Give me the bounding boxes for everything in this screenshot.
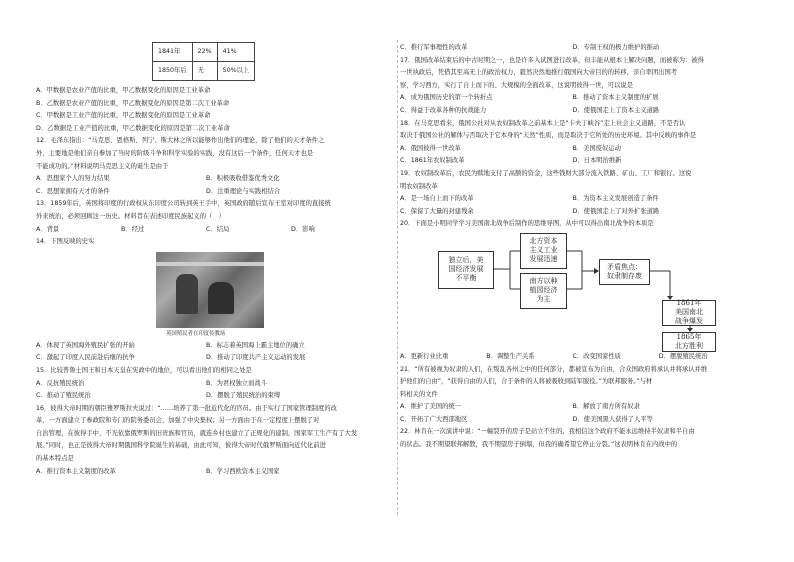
option: D．注重理论与实践相结合 <box>206 187 281 195</box>
diagram-node-south: 南方以种 植园经济 为主 <box>520 273 567 309</box>
diagram-node-victory: 1865年 北方胜利 <box>662 332 716 352</box>
option: A．是一场自上而下的改革 <box>400 195 474 203</box>
option-row <box>400 92 745 105</box>
right-column <box>400 42 745 452</box>
option: D．使俄国走上了资本主义道路 <box>572 106 660 114</box>
question-text: 护他们的自由”，“获得自由的人们，合于条件的人将被吸收到陆军服役。”为联邦服务。”与材 <box>400 378 653 386</box>
option: A．俄国彼得一世改革 <box>400 144 461 152</box>
option: D．日本明治维新 <box>572 157 622 165</box>
option: C．推动了殖民统治 <box>36 392 91 400</box>
option: B．调整生产关系 <box>486 352 535 360</box>
option: A．维护了美国的统一 <box>400 403 461 411</box>
option: A．推行资本主义制度的改革 <box>36 467 116 475</box>
option-row <box>400 206 745 219</box>
diagram-node-north: 北方资本 主义工业 发展迅速 <box>520 233 567 269</box>
option-row <box>400 42 745 55</box>
diagram-node-conflict: 矛盾焦点： 奴隶制存废 <box>599 259 650 285</box>
option-row <box>36 466 376 479</box>
option: C．改变国家性质 <box>572 352 621 360</box>
photo-caption: 英国殖民者在印度传教场 <box>166 330 226 337</box>
table-cell: 1841年 <box>153 43 193 62</box>
option-line: D．乙数据是工业产值的比重，甲乙数据变化的原因是第二次工业革命 <box>36 124 230 132</box>
option-row <box>400 155 745 168</box>
option-row <box>36 173 376 186</box>
question-text: 明农奴制改革 <box>400 182 438 190</box>
option: D．影响 <box>291 225 315 233</box>
option: B．标志着英国海上霸主地位的确立 <box>206 341 305 349</box>
option: B．学习西欧资本主义国家 <box>206 467 280 475</box>
option-row <box>36 224 376 237</box>
question-text: 的状态。我不期望联邦解散，我不期望房子倒塌，但我的确希望它停止分裂。”这表明林肯在内战中的 <box>400 441 678 449</box>
option: B．为君权独立而战斗 <box>206 379 267 387</box>
question-text: 13．1859年后，英国将印度的行政权从东印度公司转到英王手中，英国政府随后宣布王室对印度的直接统 <box>36 200 331 208</box>
option: C．得益于改革各种的抗战能力 <box>400 106 487 114</box>
option-row <box>36 186 376 199</box>
option: D．专制王权的极力维护的推动 <box>572 44 660 51</box>
option: B．推动了资本主义制度的扩展 <box>572 94 659 102</box>
option: C．1861年农奴制改革 <box>400 157 465 165</box>
option: C．结局 <box>206 225 230 233</box>
question-text: 18．在马克思看来，俄国公社对从农奴制改革之前基本上是“卡夫丁峡谷”走上社会主义道路，不是否认 <box>400 119 686 127</box>
question-text: 14．下图反映的史实 <box>36 238 95 246</box>
option: A．背景 <box>36 225 60 233</box>
question-text: 察，学习西方，实行了自上而下的、大规模的全面改革，这说明彼得一世，可以说是 <box>400 81 633 89</box>
option-row <box>36 340 376 353</box>
left-column <box>36 42 376 478</box>
question-text: 展。”同时，也正是彼得大帝时期俄国科学院诞生的基础，由此可知，彼得大帝时代俄罗斯面向近代化前进 <box>36 442 326 450</box>
question-text: 19．农奴制改革后，农民为赎地支付了高额的资金，这些钱财大部分流入铁路、矿山、工厂和银行。这说 <box>400 169 692 177</box>
question-text: 不能成功的。”材料说明马克思主义的诞生是由于 <box>36 162 169 170</box>
diagram-node-war: 1861年 美国南北 战争爆发 <box>662 300 716 326</box>
option: B．经过 <box>121 225 145 233</box>
option-row <box>400 193 745 206</box>
question-text: 20．下面是小明同学学习美国南北战争后制作的思维导图，从中可以得出南北战争的本质是 <box>400 220 654 228</box>
option-row <box>400 105 745 118</box>
table-cell: 22% <box>192 43 217 62</box>
question-text: 12．毛泽东指出：“马克思、恩格斯、列宁、斯大林之所以能够作出他们的理论，除了他们的天才条件之 <box>36 137 325 145</box>
diagram-node-cause: 独立后，美 国经济发展 不平衡 <box>438 251 494 289</box>
option-line: A．甲数据是农业产值的比重，甲乙数据变化的原因是工业革命 <box>36 87 211 94</box>
question-text: 22．林肯在一次演讲中说：“一幢裂开的房子是站立不住的，我相信这个政府不能永远维持半奴隶和半自由 <box>400 428 695 436</box>
option: A．思想家个人的努力结果 <box>36 175 110 183</box>
question-text: 革，一方面建立了参政院和专门的院务委员会，加强了中央集权；另一方面由于在一定程度上摆脱了对 <box>36 417 320 425</box>
option: C．推行军事理性的改革 <box>400 44 468 51</box>
option: A．体现了英国海外殖民扩张的开始 <box>36 341 135 349</box>
option-row <box>400 143 745 156</box>
option: C．激起了印度人民前赴后继的抗争 <box>36 354 135 362</box>
question-text: 17．俄国改革结束后的中古时期之一，也是许多入试图进行改革，但丰能从根本上解决问题，而被称为：被得 <box>400 56 704 64</box>
data-table <box>152 42 255 81</box>
option: B．解放了南方所有奴隶 <box>572 403 640 411</box>
option: D．使美国黑人获得了人平等 <box>572 415 653 423</box>
option-row <box>36 352 376 365</box>
option-line: C．甲数据是工业产值的比重，甲乙数据变化的原因是工业革命 <box>36 112 211 120</box>
option-row <box>36 390 376 403</box>
option: D．使俄国走上了对外扩张道路 <box>572 207 660 215</box>
table-row <box>153 62 255 81</box>
table-cell: 1850年后 <box>153 62 193 81</box>
option: D．摆脱殖民统治 <box>658 352 708 360</box>
table-cell: 无 <box>192 62 217 81</box>
option: A．反抗殖民统治 <box>36 379 85 387</box>
option: D．摆脱了殖民统治的束缚 <box>206 392 281 400</box>
column-divider <box>397 40 398 515</box>
option-row <box>36 378 376 391</box>
option: A．成为俄国历史的第一个转折点 <box>400 94 493 102</box>
table-cell: 41% <box>217 43 255 62</box>
option: A．更新行业比重 <box>400 352 449 360</box>
question-text: 外，主要地是他们亲自参加了当时的阶级斗争和科学实验的实践，没有这后一个条件，任何天才也是 <box>36 149 314 157</box>
option-row <box>400 351 745 364</box>
mind-map-diagram <box>400 233 745 351</box>
option: B．美国废奴运动 <box>572 144 621 152</box>
option: C．开拓了广大西部地区 <box>400 415 468 423</box>
question-text: 取决于俄国公社的解体与否取决于它本身的“天然”性质，而是取决于它所处的历史环境。其中反映的事件是 <box>400 132 697 140</box>
question-text: 外来统治，必须回顾这一历史。材料旨在表述印度民族起义的（ ） <box>36 212 225 220</box>
option-row <box>400 401 745 414</box>
option-line: B．乙数据是农业产值的比重，甲乙数据变化的原因是第二次工业革命 <box>36 99 230 107</box>
question-text: 一世执政后，凭借其至高无上的政治权力，毅然决然地推行俄国向大帝目的的转移，亲自率团出国考 <box>400 69 678 77</box>
table-cell: 50%以上 <box>217 62 255 81</box>
option: D．推动了印度共产主义运动的发展 <box>206 354 306 362</box>
option: B．为资本主义发展创造了条件 <box>572 195 659 203</box>
option: C．思想家拥有天才的条件 <box>36 187 110 195</box>
table-row <box>153 43 255 62</box>
question-text: 21．“所有被视为奴隶的人们，在叛乱各州之中的任何部分，都被宣布为自由，合众国政府将承认并将承认并维 <box>400 365 708 373</box>
question-text: 16．彼得大帝时期的朝臣雅罗斯拉夫说过：“……培养了第一批近代化的官员。由于实行了国家管理制度的改 <box>36 404 337 412</box>
question-text: 15．比较普鲁士国王和日本天皇在宪政中的地位，可以看出他们的相同之处是 <box>36 366 252 374</box>
question-text: 的基本特点是 <box>36 455 74 463</box>
option: B．积极吸收借鉴优秀文化 <box>206 175 280 183</box>
historical-photo <box>156 252 264 328</box>
question-text: 料相关的文件 <box>400 390 438 398</box>
option-row <box>400 414 745 427</box>
option: C．保留了大量的封建残余 <box>400 207 474 215</box>
question-text: 自治管理，在彼得手中，不光依靠俄罗斯的旧贵族和官员，就连乡村也建立了正规化的建制，国家军工生产有了大发 <box>36 429 358 437</box>
